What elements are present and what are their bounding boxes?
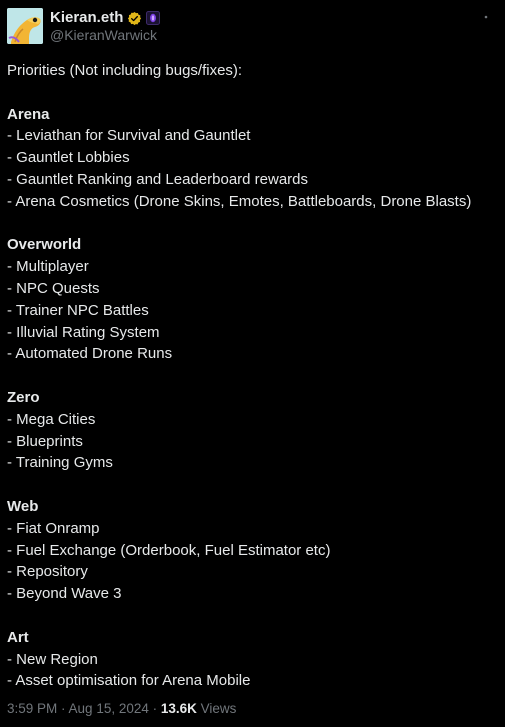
list-item: - Arena Cosmetics (Drone Skins, Emotes, Battleboards, Drone Blasts) (7, 192, 472, 210)
views-label: Views (196, 701, 237, 716)
line-gap (7, 213, 499, 235)
author-handle[interactable]: @KieranWarwick (50, 27, 158, 43)
views-count[interactable]: 13.6K (160, 701, 197, 716)
meta-separator: · (57, 701, 69, 716)
list-item: - Trainer NPC Battles (7, 301, 149, 319)
list-item: - Automated Drone Runs (7, 345, 173, 363)
list-item: - Leviathan for Survival and Gauntlet (7, 127, 251, 145)
section-web (7, 496, 499, 605)
avatar[interactable] (7, 8, 43, 44)
list-item: - Asset optimisation for Arena Mobile (7, 672, 251, 690)
meta-separator: · (148, 701, 161, 716)
tweet-intro: Priorities (Not including bugs/fixes): (7, 62, 243, 79)
list-item: - Blueprints (7, 432, 83, 450)
line-gap (7, 365, 499, 387)
display-name-row (50, 9, 160, 27)
list-item: - New Region (7, 650, 98, 668)
section-title: Web (7, 497, 39, 515)
section-art (7, 627, 499, 692)
list-item: - Gauntlet Ranking and Leaderboard rewards (7, 170, 309, 188)
line-gap (7, 474, 499, 496)
line-gap (7, 82, 499, 104)
tweet-text (7, 60, 499, 692)
list-item: - Fiat Onramp (7, 519, 100, 537)
list-item: - Illuvial Rating System (7, 323, 160, 341)
list-item: - Repository (7, 563, 88, 581)
section-overworld (7, 234, 499, 365)
section-title: Zero (7, 388, 40, 406)
section-zero (7, 387, 499, 474)
list-item: - Multiplayer (7, 258, 89, 276)
list-item: - Training Gyms (7, 454, 113, 472)
lizard-avatar-icon (7, 8, 43, 44)
section-title: Overworld (7, 236, 82, 254)
list-item: - Gauntlet Lobbies (7, 149, 130, 167)
more-options-icon[interactable] (484, 10, 498, 24)
author-names (50, 9, 160, 44)
gold-verified-badge-icon[interactable] (127, 11, 142, 26)
tweet-time[interactable]: 3:59 PM (7, 701, 58, 716)
affiliate-badge-icon[interactable] (146, 11, 160, 25)
display-name[interactable]: Kieran.eth (50, 9, 124, 26)
section-arena (7, 104, 499, 213)
section-title: Arena (7, 105, 50, 123)
list-item: - Beyond Wave 3 (7, 585, 122, 603)
list-item: - NPC Quests (7, 279, 100, 297)
list-item: - Fuel Exchange (Orderbook, Fuel Estimator etc) (7, 541, 331, 559)
tweet-date[interactable]: Aug 15, 2024 (68, 701, 149, 716)
tweet-meta (7, 700, 236, 718)
line-gap (7, 605, 499, 627)
list-item: - Mega Cities (7, 410, 96, 428)
section-title: Art (7, 628, 29, 646)
tweet-header (7, 8, 498, 46)
